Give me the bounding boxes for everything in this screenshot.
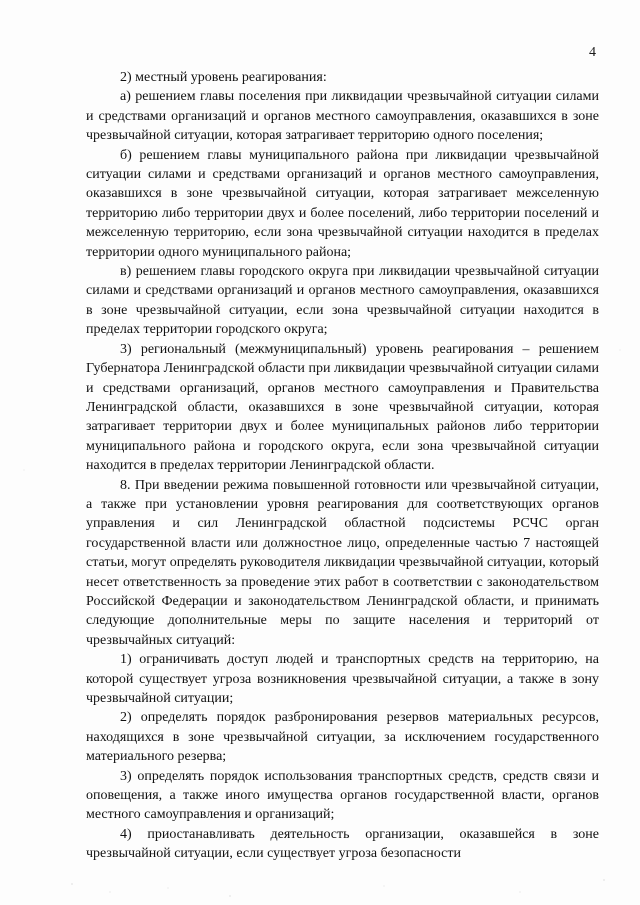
paragraph-local-level: 2) местный уровень реагирования: — [120, 70, 327, 85]
paragraph-measure-1: 1) ограничивать доступ людей и транспортных средств на территорию, на которой существует угроза возникновения чрезвычайной ситуации, а также в зону чрезвычайной ситуации; — [86, 652, 599, 706]
paragraph-city-district-head: в) решением главы городского округа при ликвидации чрезвычайной ситуации силами и средствами организаций и органов местного самоуправления, оказавшихся в зоне чрезвычайной ситуации, если зона чрезвычайной ситуации находится в пределах территории городского округа; — [86, 264, 599, 338]
paragraph-settlement-head: а) решением главы поселения при ликвидации чрезвычайной ситуации силами и средствами организаций и органов местного самоуправления, оказавшихся в зоне чрезвычайной ситуации, которая затрагивает территорию одного поселения; — [86, 89, 599, 144]
document-body — [86, 68, 599, 864]
paragraph-measure-4: 4) приостанавливать деятельность организации, оказавшейся в зоне чрезвычайной ситуации, если существует угроза безопасности — [86, 826, 599, 862]
paragraph-measure-3: 3) определять порядок использования транспортных средств, средств связи и оповещения, а также иного имущества органов государственной власти, органов местного самоуправления и организаций; — [86, 768, 599, 823]
page-number: 4 — [589, 45, 596, 60]
paragraph-section-8: 8. При введении режима повышенной готовности или чрезвычайной ситуации, а также при установлении уровня реагирования для соответствующих органов управления и сил Ленинградской областной подсистемы РСЧС орган государственной власти или должностное лицо, определенные частью 7 настоящей статьи, могут определять руководителя ликвидации чрезвычайной ситуации, который несет ответственность за проведение этих работ в соответствии с законодательством Российской Федерации и законодательством Ленинградской области, и принимать следующие дополнительные меры по защите населения и территорий от чрезвычайных ситуаций: — [86, 477, 599, 648]
paragraph-regional-level: 3) региональный (межмуниципальный) уровень реагирования – решением Губернатора Ленинградской области при ликвидации чрезвычайной ситуации силами и средствами организаций, органов местного самоуправления и Правительства Ленинградской области, оказавшихся в зоне чрезвычайной ситуации, которая затрагивает территории двух и более муниципальных районов либо территории муниципального района и городского округа, если зона чрезвычайной ситуации находится в пределах территории Ленинградской области. — [86, 341, 599, 474]
paragraph-district-head: б) решением главы муниципального района при ликвидации чрезвычайной ситуации силами и средствами организаций и органов местного самоуправления, оказавшихся в зоне чрезвычайной ситуации, которая затрагивает межселенную территорию либо территории двух и более поселений, либо территории поселений и межселенную территорию, если зона чрезвычайной ситуации находится в пределах территории одного муниципального района; — [86, 147, 599, 260]
paragraph-measure-2: 2) определять порядок разбронирования резервов материальных ресурсов, находящихся в зоне чрезвычайной ситуации, за исключением государственного материального резерва; — [86, 710, 599, 765]
